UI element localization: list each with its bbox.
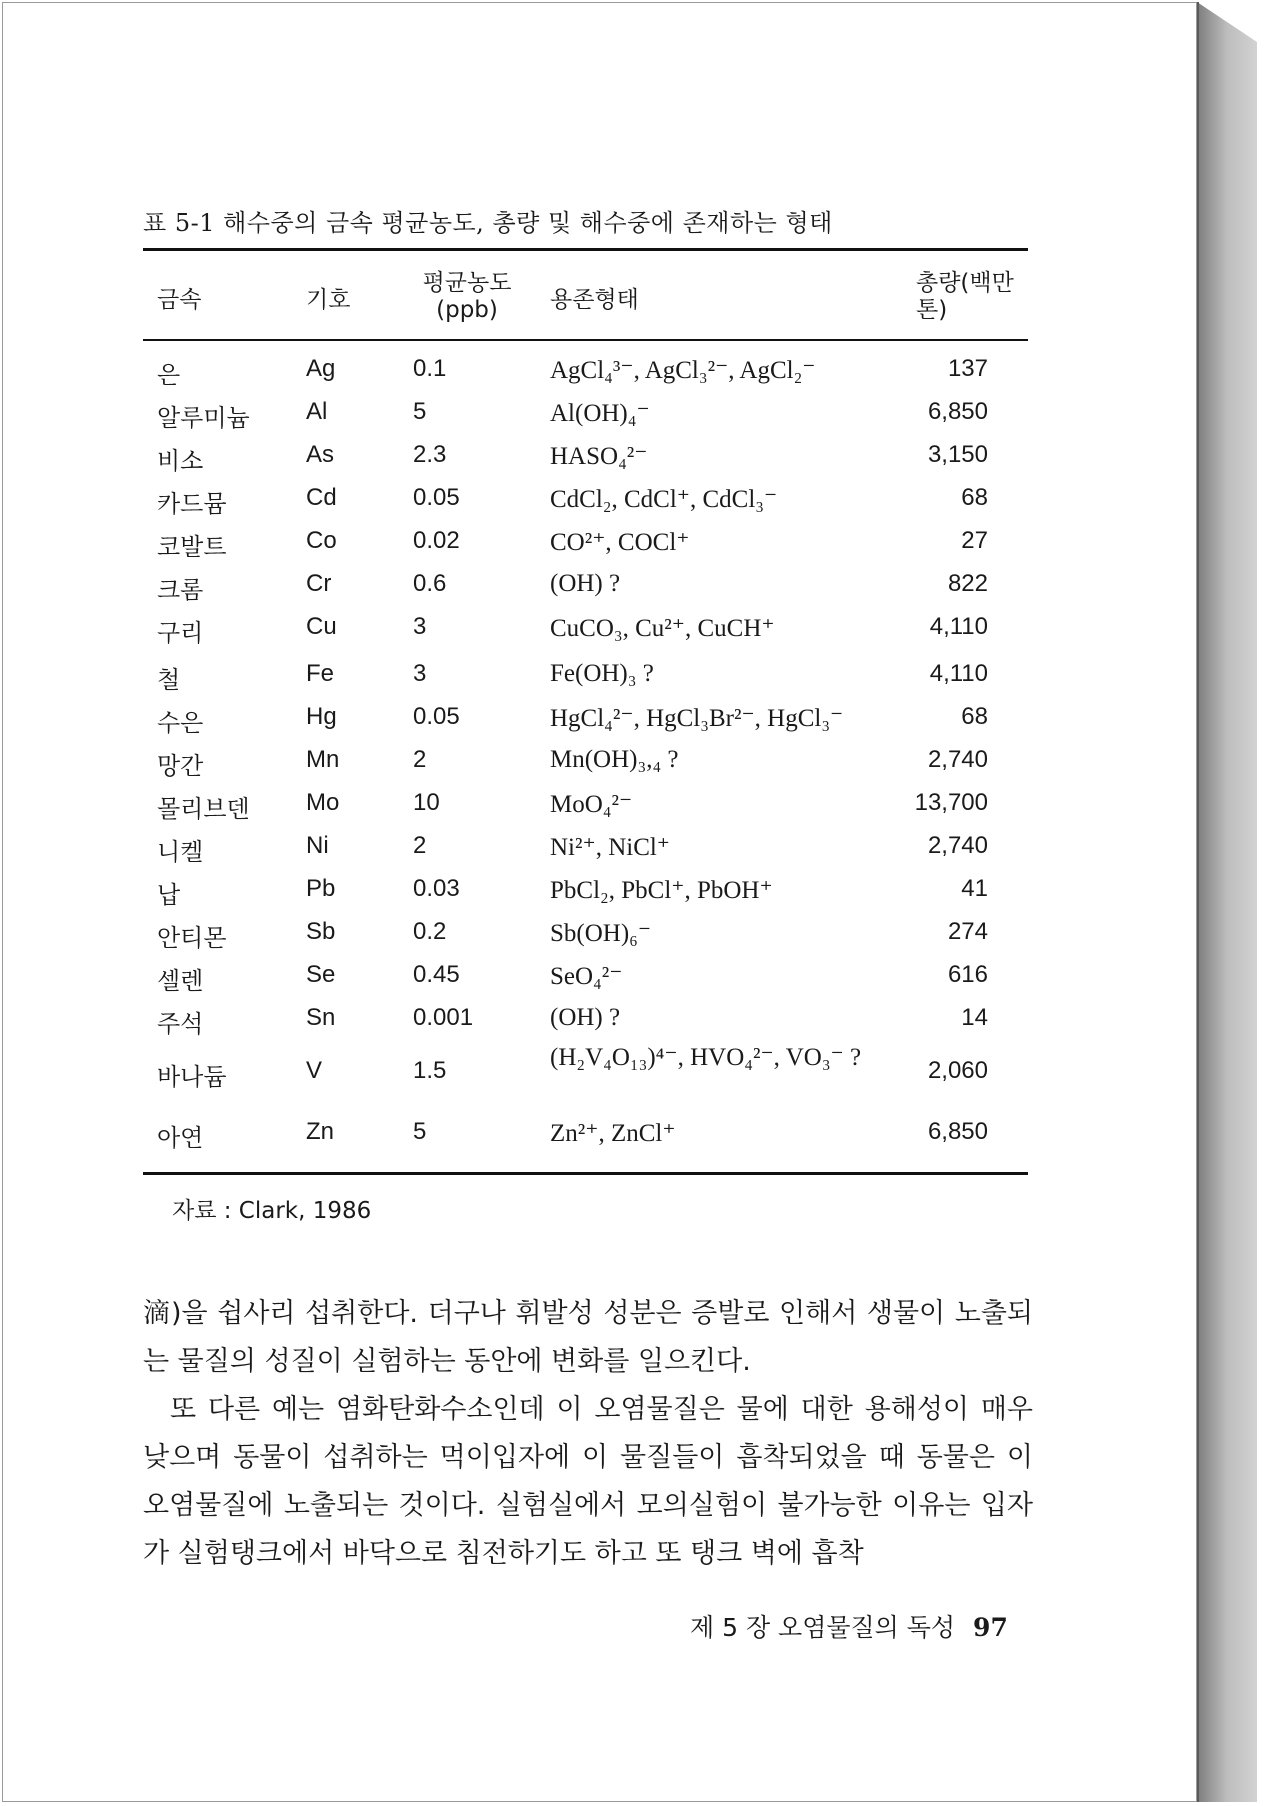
body-paragraph-2: 또 다른 예는 염화탄화수소인데 이 오염물질은 물에 대한 용해성이 매우 낮으며 동물이 섭취하는 먹이입자에 이 물질들이 흡착되었을 때 동물은 이 오염물질에 노출되는 것이다. 실험실에서 모의실험이 불가능한 이유는 입자가 실험탱크에서 바닥으로 침전하기도 하고 또 탱크 벽에 흡착	[143, 1394, 1033, 1569]
cell-symbol: Zn	[306, 1118, 335, 1145]
cell-total: 4,110	[929, 660, 988, 687]
cell-total: 68	[961, 484, 988, 511]
cell-symbol: Mo	[306, 789, 340, 816]
cell-symbol: Al	[306, 398, 328, 425]
cell-symbol: Hg	[306, 703, 337, 730]
cell-species: (OH) ?	[550, 1004, 621, 1031]
cell-metal: 코발트	[157, 533, 227, 561]
cell-concentration: 0.03	[413, 875, 460, 902]
cell-metal: 셀렌	[157, 967, 204, 995]
header-concentration-line1: 평균농도	[422, 270, 512, 296]
header-species: 용존형태	[550, 287, 639, 313]
cell-symbol: Pb	[306, 875, 336, 902]
cell-total: 6,850	[927, 1118, 988, 1145]
cell-concentration: 1.5	[413, 1057, 447, 1084]
cell-symbol: Se	[306, 961, 336, 988]
cell-concentration: 10	[413, 789, 440, 816]
cell-total: 68	[961, 703, 988, 730]
cell-metal: 안티몬	[157, 924, 227, 952]
book-spine-line	[1197, 2, 1199, 1802]
cell-concentration: 5	[413, 398, 427, 425]
header-symbol: 기호	[306, 287, 351, 313]
cell-concentration: 0.2	[413, 918, 447, 945]
cell-species: Fe(OH)₃ ?	[550, 660, 654, 687]
cell-species: AgCl₄³⁻, AgCl₃²⁻, AgCl₂⁻	[550, 357, 816, 384]
cell-metal: 니켈	[157, 838, 204, 866]
cell-metal: 크롬	[157, 576, 204, 604]
header-total-line1: 총량(백만	[916, 270, 1014, 296]
cell-metal: 바나듐	[157, 1063, 227, 1091]
cell-species: Ni²⁺, NiCl⁺	[550, 834, 671, 861]
cell-species: SeO₄²⁻	[550, 963, 623, 990]
header-concentration	[412, 270, 522, 324]
cell-species: MoO₄²⁻	[550, 791, 633, 818]
cell-concentration: 2	[413, 746, 427, 773]
cell-total: 137	[947, 355, 988, 382]
cell-total: 27	[961, 527, 988, 554]
cell-metal: 비소	[157, 447, 204, 475]
cell-concentration: 3	[413, 660, 427, 687]
cell-species: Mn(OH)₃,₄ ?	[550, 746, 679, 773]
cell-total: 6,850	[927, 398, 988, 425]
cell-species: (H₂V₄O₁₃)⁴⁻, HVO₄²⁻, VO₃⁻ ?	[550, 1044, 862, 1071]
cell-species: Sb(OH)₆⁻	[550, 920, 652, 947]
cell-metal: 철	[157, 666, 181, 694]
cell-symbol: Sb	[306, 918, 336, 945]
cell-species: HgCl₄²⁻, HgCl₃Br²⁻, HgCl₃⁻	[550, 705, 844, 732]
cell-symbol: Mn	[306, 746, 340, 773]
cell-concentration: 0.05	[413, 703, 460, 730]
cell-metal: 아연	[157, 1124, 204, 1152]
cell-total: 2,060	[927, 1057, 988, 1084]
cell-metal: 카드뮴	[157, 490, 227, 518]
header-metal: 금속	[157, 287, 202, 313]
cell-species: HASO₄²⁻	[550, 443, 648, 470]
cell-symbol: Cu	[306, 613, 337, 640]
cell-species: CdCl₂, CdCl⁺, CdCl₃⁻	[550, 486, 778, 513]
cell-concentration: 0.02	[413, 527, 460, 554]
cell-species: (OH) ?	[550, 570, 621, 597]
cell-metal: 수은	[157, 709, 204, 737]
table-source: 자료 : Clark, 1986	[172, 1198, 372, 1224]
page-footer	[690, 1608, 1008, 1644]
cell-metal: 알루미늄	[157, 404, 250, 432]
header-total-line2: 톤)	[916, 297, 948, 323]
cell-metal: 구리	[157, 619, 204, 647]
cell-symbol: Cd	[306, 484, 337, 511]
cell-symbol: Sn	[306, 1004, 336, 1031]
cell-total: 822	[947, 570, 988, 597]
cell-species: Zn²⁺, ZnCl⁺	[550, 1120, 676, 1147]
book-page-edge	[1197, 2, 1257, 1802]
cell-concentration: 0.1	[413, 355, 447, 382]
cell-species: CuCO₃, Cu²⁺, CuCH⁺	[550, 615, 775, 642]
header-concentration-line2: (ppb)	[436, 297, 498, 323]
cell-symbol: Cr	[306, 570, 332, 597]
page-number: 97	[973, 1613, 1008, 1642]
cell-symbol: Ni	[306, 832, 329, 859]
cell-total: 2,740	[927, 746, 988, 773]
cell-concentration: 2.3	[413, 441, 447, 468]
cell-species: PbCl₂, PbCl⁺, PbOH⁺	[550, 877, 773, 904]
cell-concentration: 3	[413, 613, 427, 640]
cell-total: 616	[947, 961, 988, 988]
cell-metal: 몰리브덴	[157, 795, 250, 823]
cell-total: 2,740	[927, 832, 988, 859]
cell-symbol: Ag	[306, 355, 336, 382]
table-header-rule	[143, 339, 1028, 341]
header-total	[916, 270, 1014, 324]
cell-metal: 납	[157, 881, 181, 909]
cell-concentration: 0.45	[413, 961, 460, 988]
cell-symbol: Fe	[306, 660, 335, 687]
cell-symbol: As	[306, 441, 335, 468]
cell-concentration: 0.05	[413, 484, 460, 511]
cell-species: Al(OH)₄⁻	[550, 400, 650, 427]
cell-total: 14	[961, 1004, 988, 1031]
cell-concentration: 0.001	[413, 1004, 474, 1031]
chapter-title: 제 5 장 오염물질의 독성	[690, 1613, 956, 1642]
body-paragraph-1: 滴)을 쉽사리 섭취한다. 더구나 휘발성 성분은 증발로 인해서 생물이 노출되는 물질의 성질이 실험하는 동안에 변화를 일으킨다.	[143, 1298, 1033, 1377]
table-bottom-rule	[143, 1172, 1028, 1175]
cell-symbol: Co	[306, 527, 337, 554]
table-caption: 표 5-1 해수중의 금속 평균농도, 총량 및 해수중에 존재하는 형태	[143, 209, 833, 237]
cell-concentration: 2	[413, 832, 427, 859]
cell-species: CO²⁺, COCl⁺	[550, 529, 690, 556]
cell-total: 4,110	[929, 613, 988, 640]
table-top-rule	[143, 248, 1028, 251]
cell-total: 41	[961, 875, 988, 902]
cell-total: 13,700	[914, 789, 988, 816]
cell-concentration: 0.6	[413, 570, 447, 597]
cell-total: 3,150	[927, 441, 988, 468]
cell-concentration: 5	[413, 1118, 427, 1145]
cell-metal: 망간	[157, 752, 204, 780]
cell-total: 274	[947, 918, 988, 945]
cell-metal: 은	[157, 361, 181, 389]
cell-metal: 주석	[157, 1010, 204, 1038]
cell-symbol: V	[306, 1057, 323, 1084]
